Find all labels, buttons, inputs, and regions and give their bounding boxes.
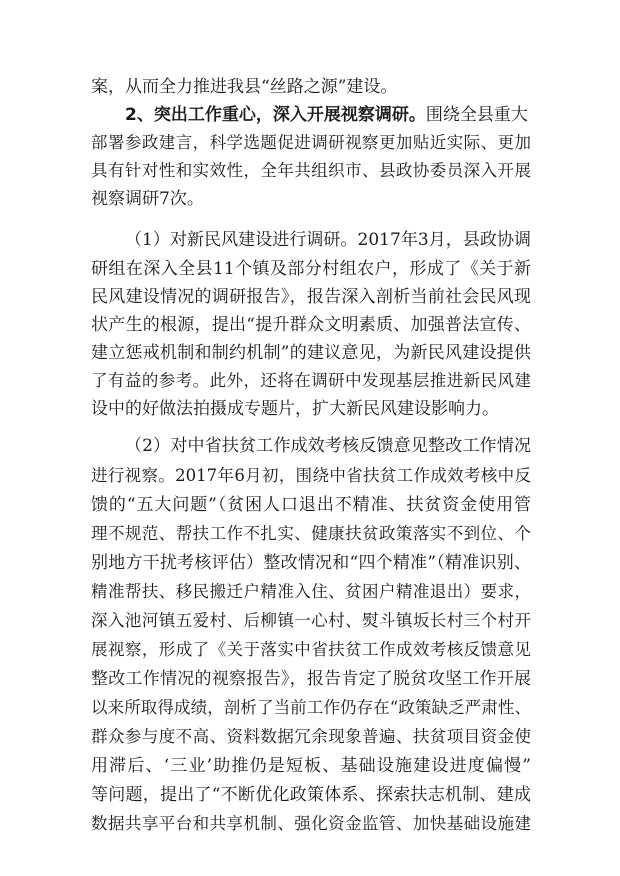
paragraph-line: 理不规范、帮扶工作不扎实、健康扶贫政策落实不到位、个 [91, 524, 531, 543]
paragraph-line: 别地方干扰考核评估）整改情况和“四个精准”（精准识别、 [91, 553, 531, 573]
paragraph-line: 状产生的根源，提出“提升群众文明素质、加强普法宣传、 [91, 315, 531, 335]
section-heading: 2、突出工作重心，深入开展视察调研。 [125, 105, 426, 125]
paragraph-line: 数据共享平台和共享机制、强化资金监管、加快基础设施建 [91, 814, 531, 833]
paragraph-line: 案，从而全力推进我县“丝路之源”建设。 [91, 77, 398, 97]
section-heading-line [125, 101, 531, 129]
paragraph-line: 进行视察。2017年6月初，围绕中省扶贫工作成效考核中反 [91, 466, 531, 485]
paragraph-line: 等问题，提出了“不断优化政策体系、探索扶志机制、建成 [91, 785, 531, 805]
paragraph-line: 具有针对性和实效性，全年共组织市、县政协委员深入开展 [91, 161, 531, 180]
paragraph-line: （1）对新民风建设进行调研。2017年3月，县政协调 [125, 230, 531, 250]
paragraph-line: 展视察，形成了《关于落实中省扶贫工作成效考核反馈意见 [91, 640, 531, 659]
paragraph-line: 深入池河镇五爱村、后柳镇一心村、熨斗镇坂长村三个村开 [91, 611, 531, 630]
section-heading-continuation: 围绕全县重大 [425, 105, 528, 125]
paragraph-line: 视察调研7次。 [91, 189, 204, 209]
paragraph-line: 整改工作情况的视察报告》，报告肯定了脱贫攻坚工作开展 [91, 669, 531, 689]
paragraph-line: （2）对中省扶贫工作成效考核反馈意见整改工作情况 [125, 436, 531, 456]
paragraph-line: 精准帮扶、移民搬迁户精准入住、贫困户精准退出）要求， [91, 582, 531, 601]
paragraph-line: 研组在深入全县11个镇及部分村组农户，形成了《关于新 [91, 259, 531, 279]
paragraph-line: 民风建设情况的调研报告》，报告深入剖析当前社会民风现 [91, 287, 531, 307]
paragraph-line: 部署参政建言，科学选题促进调研视察更加贴近实际、更加 [91, 133, 531, 152]
paragraph-line: 馈的“五大问题”（贫困人口退出不精准、扶贫资金使用管 [91, 495, 531, 515]
paragraph-line: 群众参与度不高、资料数据冗余现象普遍、扶贫项目资金使 [91, 727, 531, 746]
paragraph-line: 了有益的参考。此外，还将在调研中发现基层推进新民风建 [91, 371, 531, 390]
paragraph-line: 建立惩戒机制和制约机制”的建议意见，为新民风建设提供 [91, 343, 531, 363]
paragraph-line: 设中的好做法拍摄成专题片，扩大新民风建设影响力。 [91, 399, 499, 419]
paragraph-line: 以来所取得成绩，剖析了当前工作仍存在“政策缺乏严肃性、 [91, 698, 531, 717]
paragraph-line: 用滞后、‘三业’助推仍是短板、基础设施建设进度偏慢” [91, 756, 531, 776]
